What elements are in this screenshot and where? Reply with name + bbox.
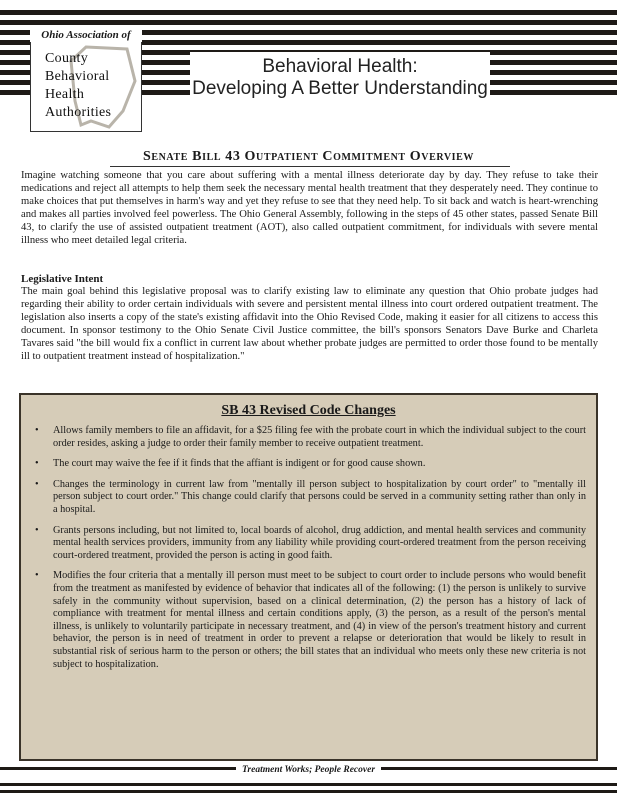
footer-tagline-text: Treatment Works; People Recover <box>236 765 381 775</box>
panel-title: SB 43 Revised Code Changes <box>221 403 396 418</box>
org-top-label: Ohio Association of <box>30 28 142 42</box>
list-item <box>33 458 586 471</box>
subtitle-rule <box>110 166 510 167</box>
list-item-text: Modifies the four criteria that a mentally ill person must meet to be subject to court order to include persons who would benefit from the treatment as manifested by evidence of behavior that indicates all of the following: (1) the person is unlikely to survive safely in the community without supervision, based on a clinical determination, (2) the person has a history of lack of compliance with treatment for mental illness and certain conditions apply, (3) the person, as a result of the person's mental illness, is unlikely to voluntarily participate in necessary treatment, and (4) in view of the person's treatment history and current behavior, the person is in need of treatment in order to prevent a relapse or deterioration that would be likely to result in substantial risk of serious harm to the person or others; the bill states that an individual who meets only these new criteria is not subject to hospitalization. <box>53 570 586 670</box>
org-line-4: Authorities <box>45 105 112 120</box>
org-logo <box>30 40 142 132</box>
code-changes-panel <box>19 393 598 761</box>
org-line-3: Health <box>45 87 85 102</box>
list-item-text: Grants persons including, but not limited to, local boards of alcohol, drug addiction, and mental health services and community mental health services providers, immunity from any liability while providing court-ordered treatment from the person receiving court-ordered treatment, provided the person is acting in good faith. <box>53 524 586 561</box>
bullet-icon: • <box>35 570 39 582</box>
org-name <box>45 50 111 122</box>
org-line-1: County <box>45 51 89 66</box>
list-item <box>33 570 586 671</box>
intro-paragraph: Imagine watching someone that you care about suffering with a mental illness deteriorate day by day. They refuse to take their medications and reject all attempts to help them seek the necessary mental health treatment that they desperately need. They continue to make choices that put themselves in harm's way and yet they refuse to see that they need help. To sit back and watch is heart-wrenching and makes all parties involved feel powerless. The Ohio General Assembly, following in the steps of 45 other states, passed Senate Bill 43, to clarify the use of assisted outpatient treatment (AOT), also called outpatient commitment, for individuals with severe mental illness who meet detailed legal criteria. <box>21 170 598 246</box>
legislative-intent-heading: Legislative Intent <box>21 273 104 285</box>
title-line-1: Behavioral Health: <box>262 56 418 77</box>
footer-tagline <box>0 765 617 775</box>
list-item-text: The court may waive the fee if it finds that the affiant is indigent or for good cause shown. <box>53 458 426 470</box>
list-item-text: Allows family members to file an affidavit, for a $25 filing fee with the probate court in which the individual subject to the court order resides, asking a judge to order their family member to receive outpatient treatment. <box>53 425 586 449</box>
bullet-icon: • <box>35 425 39 436</box>
list-item <box>33 425 586 450</box>
bullet-icon: • <box>35 458 39 470</box>
changes-list <box>33 425 586 679</box>
org-line-2: Behavioral <box>45 69 110 84</box>
list-item <box>33 525 586 563</box>
bullet-icon: • <box>35 478 39 490</box>
legislative-intent-paragraph: The main goal behind this legislative proposal was to clarify existing law to eliminate any question that Ohio probate judges had regarding their ability to order certain individuals with severe and persistent mental illness into court ordered outpatient treatment. The legislation also inserts a copy of the state's existing affidavit into the Ohio Revised Code, making it easier for all citizens to access this document. In sponsor testimony to the Ohio Senate Civil Justice committee, the bill's sponsors Senators Dave Burke and Charleta Tavares said "the bill would fix a conflict in current law about whether probate judges are permitted to order those found to be mentally ill to outpatient treatment instead of hospitalization." <box>21 286 598 362</box>
document-subtitle: Senate Bill 43 Outpatient Commitment Overview <box>142 149 475 164</box>
list-item <box>33 479 586 517</box>
bullet-icon: • <box>35 524 39 536</box>
list-item-text: Changes the terminology in current law from "mentally ill person subject to hospitalization by court order" to "mentally ill person subject to court order." This change could clarify that persons could be served in a community setting rather than only in a hospital. <box>53 478 586 515</box>
page-title <box>190 52 490 104</box>
title-line-2: Developing A Better Understanding <box>192 78 488 99</box>
